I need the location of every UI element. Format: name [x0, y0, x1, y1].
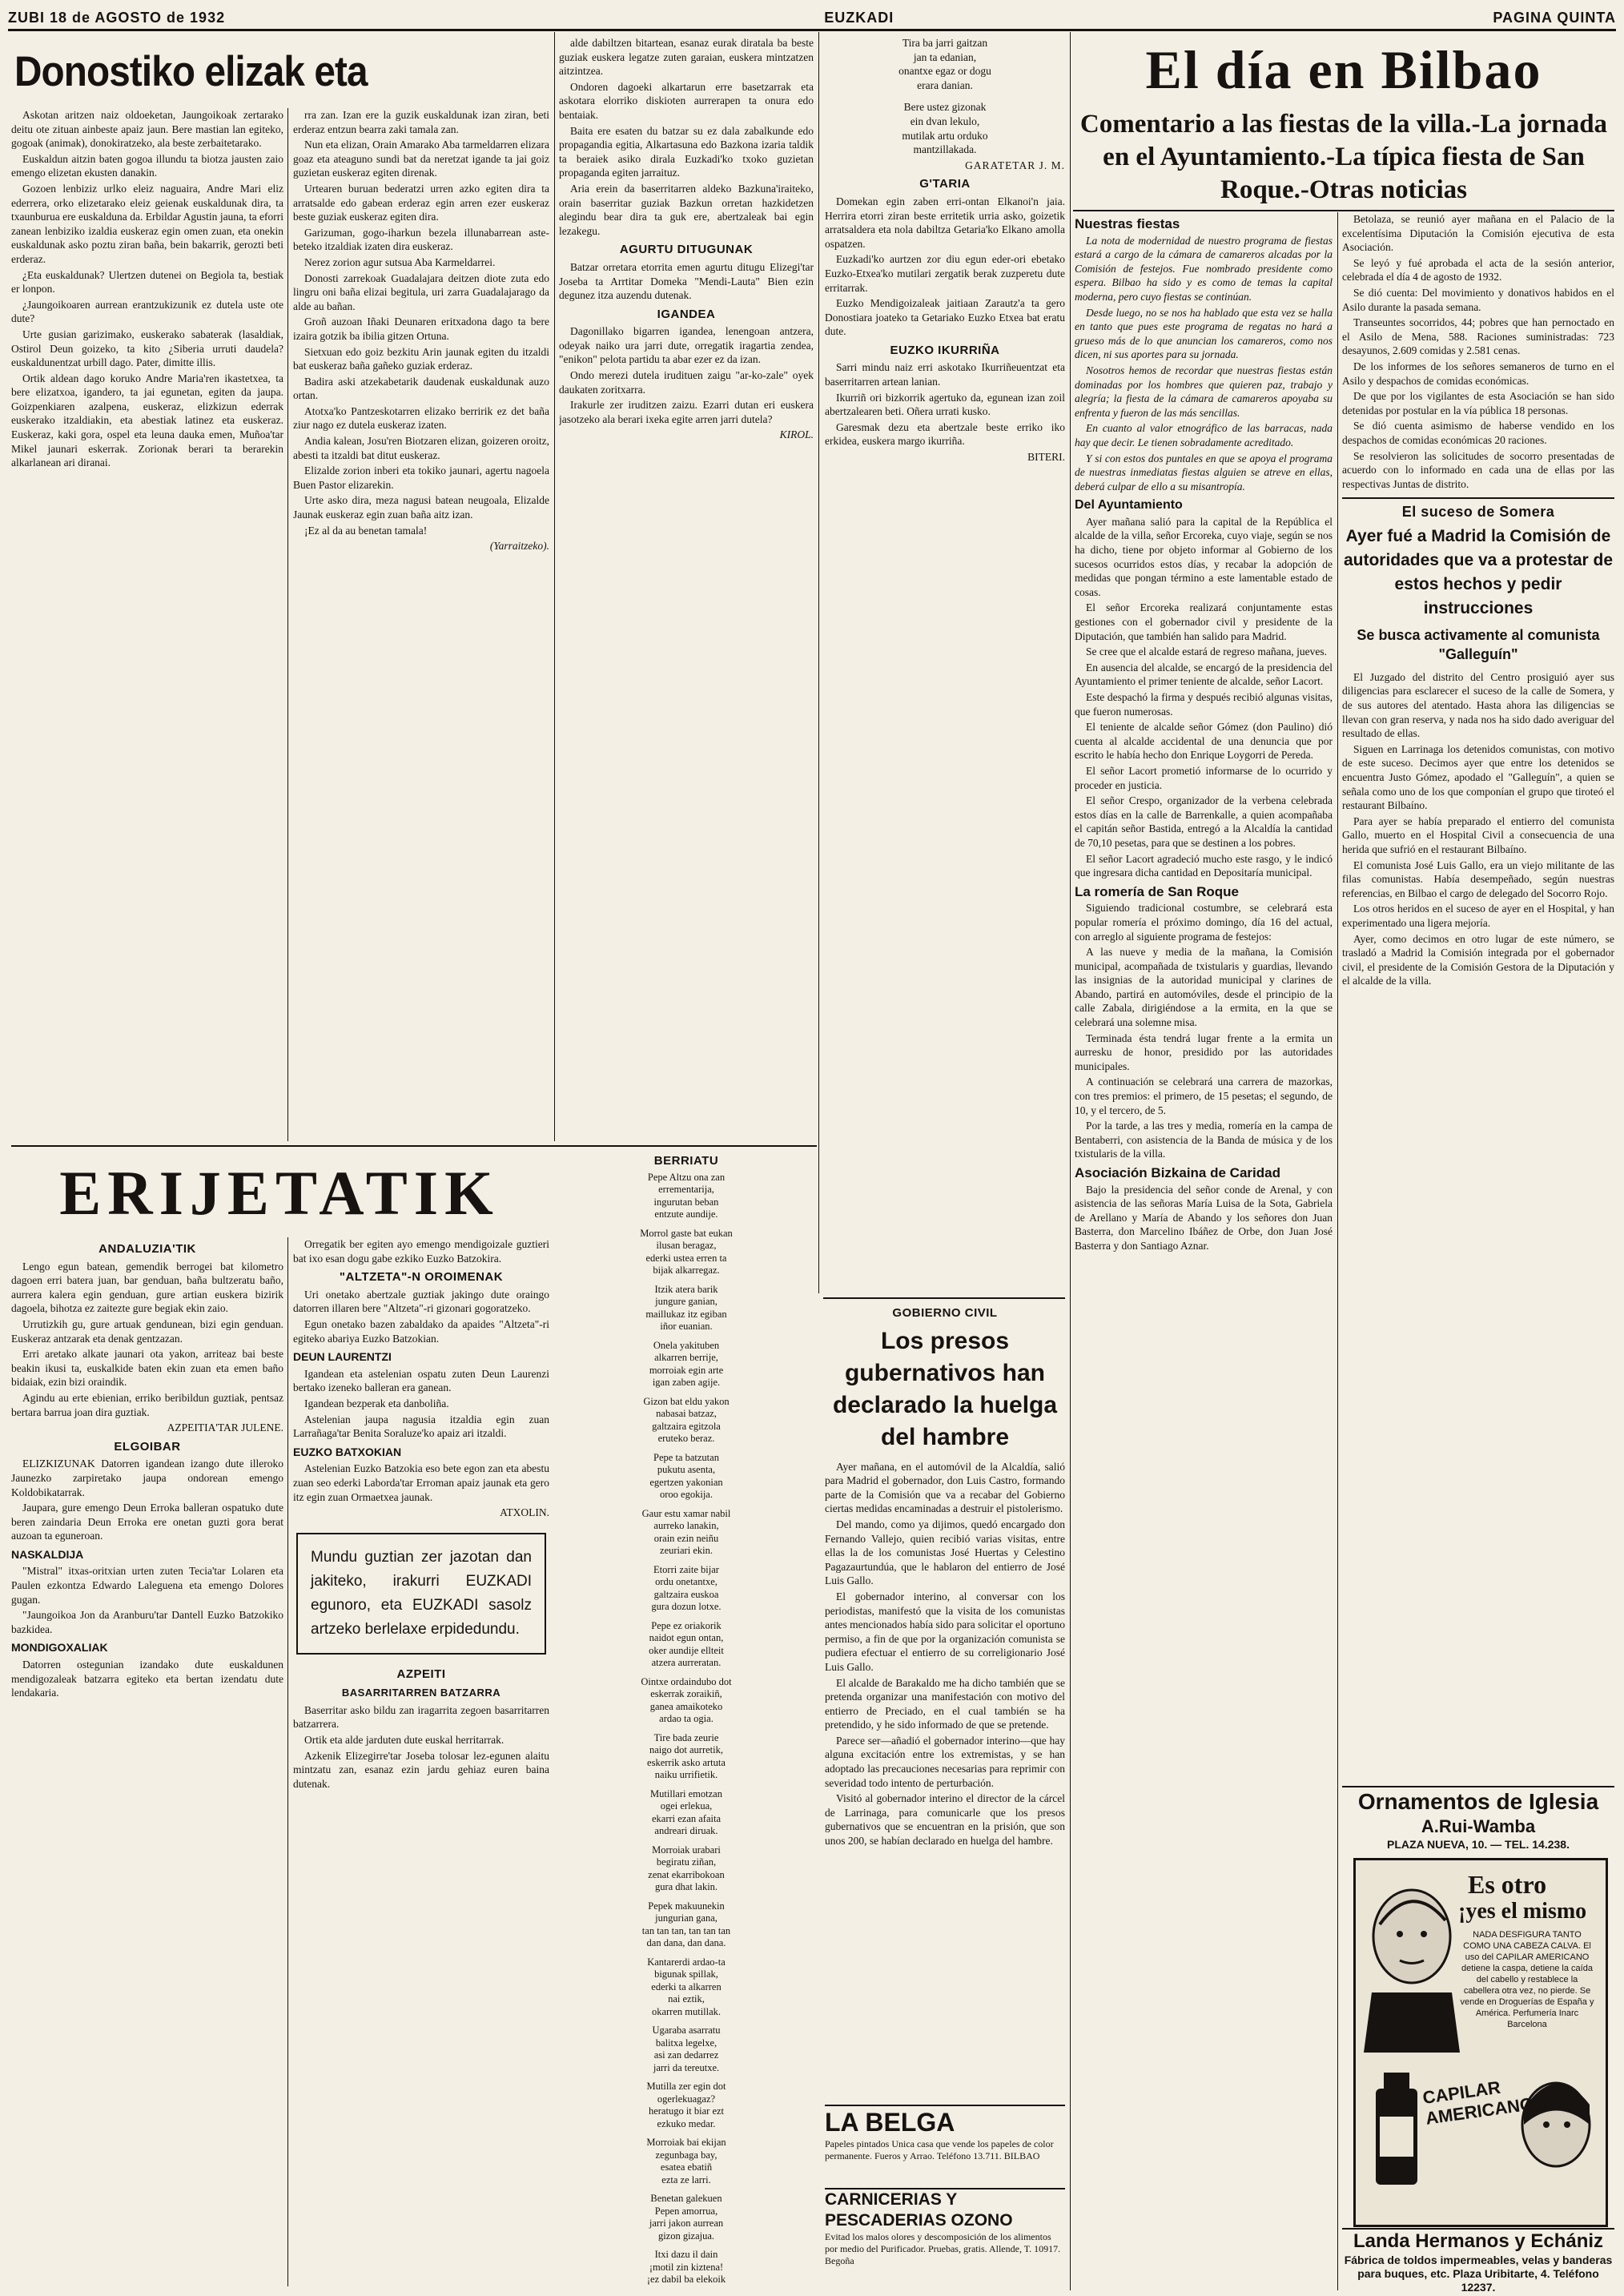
stanza-break — [559, 1894, 814, 1900]
verse-line: entzute aundije. — [654, 1208, 718, 1220]
section-rule — [1073, 210, 1614, 211]
column-5 — [1075, 212, 1333, 2294]
paragraph: Por la tarde, a las tres y media, romería en la campa de Bentaberri, con asistencia de la Banda de música y de los txistularis de la villa. — [1075, 1120, 1333, 1160]
paragraph: Batzar orretara etorrita emen agurtu ditugu Elizegi'tar Joseba ta Arrtitar Domeka "Mendi-Lauta" Bien ezin degunez itza auzendu dutenak. — [559, 260, 814, 302]
headline-galleguin: Se busca activamente al comunista "Galleguín" — [1357, 626, 1600, 662]
verse-line: esatea ebatiñ — [660, 2161, 713, 2173]
verse-line: pukutu asenta, — [657, 1464, 716, 1476]
stanza-break — [559, 1389, 814, 1396]
paragraph: Transeuntes socorridos, 44; pobres que han pernoctado en el Asilo de Mena, 588. Raciones suministradas: 723 desayunos, 2.609 comidas y 2.581 cenas. — [1342, 316, 1614, 357]
paragraph: Ayer mañana, en el automóvil de la Alcaldía, salió para Madrid el gobernador, don Luis Castro, formando parte de la Comisión que va a recabar del Gobierno ciertas medidas encaminadas a destruir el pistolerismo. — [825, 1460, 1065, 1515]
verse-line: mutilak artu orduko — [902, 129, 988, 142]
paragraph: Elizalde zorion inberi eta tokiko jaunari, agertu nagoela Buen Pastor elizarekin. — [293, 464, 549, 491]
paragraph: Y si con estos dos puntales en que se apoya el programa de nuestras inmediatas fiestas alguien se atreve en ellas, deberá culpar de ello a su misantropía. — [1075, 452, 1333, 493]
paragraph: Erri aretako alkate jaunari ota yakon, arriteaz bai beste beakin ikusi ta, euskalkide baten ekin zuan eta emen baño bidaiak, ezin bizi oraindik. — [11, 1348, 283, 1389]
column-rule — [818, 32, 819, 1293]
ad-text: Papeles pintados Unica casa que vende los papeles de color permanente. Fueros y Arrao. Teléfono 13.711. BILBAO — [825, 2138, 1054, 2161]
paragraph: Parece ser—añadió el gobernador interino—que hay alguna excitación entre los extremistas, y se han adoptado las precauciones necesarias para reprimir con severidad todo intento de perturbación. — [825, 1734, 1065, 1789]
paragraph: Euskaldun aitzin baten gogoa illundu ta biotza jausten zaio emengo elizetan ekusten danakin. — [11, 152, 283, 179]
section-heading: EUZKO BATXOKIAN — [293, 1445, 402, 1458]
section-heading: G'TARIA — [919, 177, 971, 191]
ad-text: Fábrica de toldos impermeables, velas y banderas para buques, etc. Plaza Uribitarte, 4. Teléfono 12237. — [1344, 2254, 1613, 2294]
stanza-break — [559, 1333, 814, 1340]
verse-line: bigunak spillak, — [654, 1968, 718, 1980]
verse-line: Bere ustez gizonak — [903, 101, 987, 114]
paragraph: El gobernador interino, al conversar con los periodistas, manifestó que la visita de los comunistas antes mencionados había sido para solicitar el oportuno permiso, a fin de que por la organización comunista se pudiera efectuar el entierro de su correligionario José Luis Gallo. — [825, 1590, 1065, 1673]
paragraph: Ondoren dagoeki alkartarun erre basetzarrak eta askotara elorriko diskioten aurrerapen ta onura edo bentaiak. — [559, 80, 814, 121]
verse-line: galtzaira egitzola — [652, 1420, 721, 1432]
verse-line: Pepe ez oriakorik — [651, 1619, 722, 1631]
column-rule — [554, 32, 555, 1141]
paragraph: En ausencia del alcalde, se encargó de la presidencia del Ayuntamiento el primer teniente de alcalde, señor Lacort. — [1075, 661, 1333, 688]
column-6 — [1342, 212, 1614, 1782]
paragraph: Orregatik ber egiten ayo emengo mendigoizale guztieri bat ixo esan dogu gabe ezkiko Euzko Batzokira. — [293, 1238, 549, 1265]
headline-presos: Los presos gubernativos han declarado la huelga del hambre — [832, 1327, 1058, 1450]
paragraph: Garesmak dezu eta abertzale beste erriko iko erkidea, euskera margo ikurriña. — [825, 420, 1065, 448]
paragraph: En cuanto al valor etnográfico de las barracas, nada hay que decir. Le tienen sobradamente acreditado. — [1075, 422, 1333, 448]
column-rule — [287, 1237, 288, 2286]
verse-line: Itzik atera barik — [654, 1283, 718, 1295]
section-heading: AZPEITI — [396, 1667, 446, 1681]
verse-line: ganea amaikoteko — [649, 1700, 723, 1712]
paragraph: Jaupara, gure emengo Deun Erroka balleran ospatuko dute beren zaindaria Deun Erroka ere onetan guzti gora berat auzoan ta eguneroan. — [11, 1502, 283, 1542]
paragraph: Groñ auzoan Iñaki Deunaren eritxadona dago ta bere izaira gotzik ba ibilia gitzen Ortuna. — [293, 316, 549, 342]
paragraph: Desde luego, no se nos ha hablado que esta vez se halla en tanto que pues este programa de regatas no hará a grueso más de lo que anuncian los camareros, como nos dicen, ni sus aportes para su jornada. — [1075, 306, 1333, 361]
verse-line: igan zaben agije. — [652, 1377, 721, 1389]
verse-line: eruteko beraz. — [657, 1433, 715, 1445]
paragraph: El Juzgado del distrito del Centro prosiguió ayer sus diligencias para esclarecer el suceso de la calle de Somera, y de sus autores del atentado. Hasta ahora las diligencias se llevan con gran reserva, y nada nos ha sido dado averiguar del resultado de ellas. — [1342, 670, 1614, 740]
ad-slogan-2: ¡yes el mismo — [1458, 1899, 1587, 1924]
column-2-top — [293, 108, 549, 1141]
verse-line: onantxe egaz or dogu — [898, 65, 991, 78]
ad-slogan-1: Es otro — [1468, 1870, 1547, 1899]
verse-line: ogei erlekua, — [660, 1800, 713, 1812]
verse-line: naidot egun ontan, — [649, 1632, 724, 1644]
paragraph: A las nueve y media de la mañana, la Comisión municipal, acompañada de txistularis y guardias, llevando las insignias de la autoridad municipal y clarines de Abando, partirá en automóviles, desde el principio de la calle Zabala, dirigiéndose a la ermita, en la que se celebrará una solemne misa. — [1075, 946, 1333, 1029]
stanza-break — [559, 2186, 814, 2193]
paragraph: El teniente de alcalde señor Gómez (don Paulino) dió cuenta al alcalde accidental de una denuncia que por escrito le había hecho don Enrique Loygorri de Pereda. — [1075, 721, 1333, 762]
verse-line: atzera aurreratan. — [651, 1657, 722, 1669]
verse-line: zeuriari ekin. — [660, 1545, 713, 1557]
poem — [825, 36, 1065, 157]
poem-berriatu — [559, 1172, 814, 2286]
verse-line: jungure ganian, — [655, 1296, 718, 1308]
paragraph: Ayer mañana salió para la capital de la República el alcalde de la villa, señor Ercoreka, cuyo viaje, según se nos ha dicho, tiene por objeto informar al Gobierno de los sucesos ocurridos estos días, y recabar la adopción de medidas que pongan término a este lamentable estado de cosas. — [1075, 515, 1333, 598]
column-3-bottom — [559, 1149, 814, 2286]
signature: AZPEITIA'TAR JULENE. — [167, 1421, 283, 1434]
verse-line: Mutilla zer egin dot — [646, 2081, 726, 2093]
stanza-break — [559, 2018, 814, 2025]
section-heading: IGANDEA — [657, 307, 716, 321]
paragraph: Baita ere esaten du batzar su ez dala zabalkunde edo propagandia egitia, Alkartasuna edo Bazkona izaria taldik ta beraiek asiko dirala Euzkadi'ko txoko guzietan propaganda egiten jarraituz. — [559, 124, 814, 179]
paragraph: Egun onetako bazen zabaldako da apaides "Altzeta"-ri egiteko abariya Euzko Batzokian. — [293, 1317, 549, 1345]
section-heading: EUZKO IKURRIÑA — [890, 343, 1000, 357]
paragraph: Andia kalean, Josu'ren Biotzaren elizan, goizeren oroitz, abesti ta itzaldi bat ditut euskeraz. — [293, 435, 549, 461]
paragraph: Visitó al gobernador interino el director de la cárcel de Larrinaga, para comunicarle que los presos gubernativos que se encuentran en la prisión, que son unos 200, se habían declarado en huelga del hambre. — [825, 1792, 1065, 1848]
stanza-break — [559, 1221, 814, 1228]
paragraph: Datorren ostegunian izandako dute euskaldunen mendigozaleak batzarra egiteko eta bertan izendatu dute lendakaria. — [11, 1659, 283, 1699]
paragraph: A continuación se celebrará una carrera de mazorkas, con tres premios: el primero, de 15 pesetas; el segundo, de 10, y el tercero, de 5. — [1075, 1076, 1333, 1116]
ad-ornamentos — [1342, 1786, 1614, 1856]
paragraph: Dagonillako bigarren igandea, lenengoan antzera, odeyak naiko ura jarri dute, orregatik iragartia zendea, "enikon" pelota partidu ta abar ezer ez da izan. — [559, 325, 814, 366]
paragraph: Se dió cuenta: Del movimiento y donativos habidos en el Asilo durante la pasada semana. — [1342, 286, 1614, 313]
verse-line: Pepen amorrua, — [654, 2205, 718, 2217]
verse-line: Pepe ta batzutan — [653, 1451, 719, 1463]
verse-line: errementarija, — [658, 1184, 714, 1196]
verse-line: ezta ze larri. — [661, 2173, 711, 2185]
paragraph: Siguiendo tradicional costumbre, se celebrará esta popular romería el próximo domingo, día 16 del actual, con arreglo al siguiente programa de festejos: — [1075, 902, 1333, 943]
paragraph: Igandean bezperak eta danboliña. — [304, 1397, 449, 1409]
paragraph: Se leyó y fué aprobada el acta de la sesión anterior, celebrada el día 4 de agosto de 1932. — [1342, 256, 1614, 283]
paragraph: Para ayer se había preparado el entierro del comunista Gallo, muerto en el Hospital Civil a consecuencia de una herida que sufrió en el restaurant Bilbaíno. — [1342, 814, 1614, 855]
verse-line: Benetan galekuen — [650, 2193, 722, 2205]
column-rule — [287, 108, 288, 1141]
stanza-break — [559, 1782, 814, 1788]
paragraph: Domekan egin zaben erri-ontan Elkanoi'n jaia. Herrira etorri ziran beste erritetik urria asko, goizetik arratsaldera eta nola dabiltza Getaria'ko Elkano amolla ospatzen. — [825, 195, 1065, 250]
section-heading: NASKALDIJA — [11, 1547, 84, 1561]
verse-line: ardao ta ogia. — [659, 1713, 714, 1725]
ad-title: CARNICERIAS Y PESCADERIAS OZONO — [825, 2190, 1013, 2230]
verse-line: gura dozun lotxe. — [651, 1601, 722, 1613]
column-3-top — [559, 36, 814, 1141]
verse-line: zenat ekarribokoan — [648, 1868, 725, 1880]
section-heading: Nuestras fiestas — [1075, 216, 1180, 231]
paragraph: Nosotros hemos de recordar que nuestras fiestas están dominadas por los hombres que quieren paz, trabajo y alegría; la fiesta de la cámara de camareros apoyaba su enfrenta y fueron de las más sencillas. — [1075, 364, 1333, 419]
verse-line: Gaur estu xamar nabil — [641, 1507, 731, 1519]
column-rule — [1070, 32, 1071, 2290]
paragraph: Baserritar asko bildu zan iragarrita zegoen basarritarren batzarrera. — [293, 1703, 549, 1731]
verse-line: ordu onetantxe, — [655, 1576, 718, 1588]
paragraph: ¿Eta euskaldunak? Ulertzen dutenei on Begiola ta, bestiak er lonpon. — [11, 268, 283, 296]
verse-line: jarri jakon aurrean — [649, 2218, 724, 2230]
paragraph: Ikurriñ ori bizkorrik agertuko da, egunean izan zoil abertzalearen beti. Oñera urrati kusko. — [825, 391, 1065, 418]
section-heading: ANDALUZIA'TIK — [98, 1242, 196, 1256]
paper-name: EUZKADI — [824, 9, 894, 26]
verse-line: morroiak egin arte — [649, 1364, 724, 1376]
section-heading: Asociación Bizkaina de Caridad — [1075, 1165, 1280, 1180]
section-heading: AGURTU DITUGUNAK — [619, 243, 754, 257]
verse-line: ederki ustea erren ta — [645, 1252, 727, 1264]
subscription-box — [296, 1533, 546, 1655]
verse-line: maillukaz itz egiban — [645, 1308, 727, 1320]
verse-line: ¡ez dabil ba elekoik — [646, 2274, 726, 2286]
verse-line: jan ta edanian, — [913, 50, 977, 63]
paragraph: ¡Ez al da au benetan tamala! — [304, 524, 428, 537]
paragraph: Lengo egun batean, gemendik berrogei bat kilometro dagoen erri batera juan, bar genduan, baña bultzeratu baño, aurrera kalera egin genduan, gure artian euskera bizirik dagoela, bihotza ez zaitezte gure begiak ekin zaio. — [11, 1260, 283, 1315]
paragraph: Se dió cuenta asimismo de haberse vendido en los despachos de comidas económicas 20 raciones. — [1342, 420, 1614, 446]
verse-line: Pepek makuunekin — [648, 1900, 725, 1912]
paragraph: Ortik eta alde jarduten dute euskal herritarrak. — [304, 1734, 504, 1747]
paragraph: Nerez zorion agur sutsua Aba Karmeldarrei. — [304, 255, 496, 268]
verse-line: begiratu ziñan, — [656, 1856, 717, 1868]
verse-line: jarri da tereutxe. — [653, 2061, 720, 2073]
paragraph: Nun eta elizan, Orain Amarako Aba tarmeldarren elizara goaz eta ateaguno sundi bat da neretzat igande ta jai goiz guzietan euskeraz egiten direnak. — [293, 139, 549, 179]
ad-title: LA BELGA — [825, 2108, 955, 2137]
verse-line: mantzillakada. — [913, 143, 977, 156]
verse-line: Etorri zaite bijar — [653, 1563, 719, 1575]
verse-line: Gizon bat eldu yakon — [643, 1395, 730, 1407]
verse-line: Ointxe ordaindubo dot — [641, 1675, 732, 1687]
section-heading: La romería de San Roque — [1075, 883, 1239, 899]
paragraph: Urte asko dira, meza nagusi batean neugoala, Elizalde Jaunak euskeraz egin zuan baña aitz izan. — [293, 494, 549, 521]
ad-la-belga — [825, 2105, 1065, 2186]
verse-line: Tira ba jarri gaitzan — [902, 37, 988, 49]
paragraph: Garizuman, gogo-iharkun bezela illunabarrean aste-beteko itzaldiak izaten dira euskeraz. — [293, 226, 549, 253]
paragraph: Uri onetako abertzale guztiak jakingo dute oraingo datorren illaren bere "Altzeta"-ri gizonari gogoratzeko. — [293, 1288, 549, 1315]
subscription-text: Mundu guztian zer jazotan dan jakiteko, irakurri EUZKADI egunoro, eta EUZKADI sasolz artzeko berlelaxe erpidedundu. — [311, 1548, 532, 1638]
paragraph: Terminada ésta tendrá lugar frente a la ermita un aurresku de honor, presidido por las autoridades municipales. — [1075, 1031, 1333, 1072]
verse-line: nabasai batzaz, — [656, 1408, 717, 1420]
verse-line: ¡motil zin kiztena! — [649, 2261, 724, 2273]
stanza-break — [559, 2242, 814, 2249]
paragraph: Este despachó la firma y después recibió algunas visitas, que fueron numerosas. — [1075, 691, 1333, 718]
verse-line: nai eztik, — [668, 1993, 705, 2005]
paragraph: Se resolvieron las solicitudes de socorro presentadas de acuerdo con lo informado en cada una de ellas por las respectivas Juntas de distrito. — [1342, 449, 1614, 490]
paragraph: Azkenik Elizegirre'tar Joseba tolosar lez-egunen alaitu mintzatu zan, esanaz ezin jardu gehiaz euren baina dutenak. — [293, 1749, 549, 1790]
paragraph: Urrutizkih gu, gure artuak gendunean, bizi egin genduan. Euskeraz antzarak eta denak gentzazan. — [11, 1317, 283, 1345]
verse-line: balitxa legelxe, — [655, 2037, 718, 2049]
verse-line: ekarri ezan afaita — [651, 1812, 722, 1824]
verse-line: Pepe Altzu ona zan — [647, 1171, 726, 1183]
paragraph: ¿Jaungoikoaren aurrean erantzukizunik ez dutela uste ote dute? — [11, 298, 283, 325]
stanza-break — [559, 1670, 814, 1676]
verse-line: ezkuko medar. — [657, 2117, 716, 2129]
verse-line: alkarren berrije, — [654, 1352, 718, 1364]
verse-line: gizon gizajua. — [657, 2230, 715, 2242]
paragraph: Ortik aldean dago koruko Andre Maria'ren ikastetxea, ta bere elizatxoa, igandero, ta jai egunetan, egiten da jaupa. Goizpenkiaren azalpena, euskeraz, elizkizun ederrak euskerako itzaldiakin, eta abestiak latinez eta euskeraz. Euskeraz, kaki gora, ospel eta leuna dauka emen, Muñoa'tar Mikel jaunari eskerrak. Zorionak berari ta berarekin alkarlanean ari diranai. — [11, 372, 283, 469]
paragraph: El señor Ercoreka realizará conjuntamente estas gestiones con el gobernador civil y presidente de la Diputación, que también han salido para Madrid. — [1075, 601, 1333, 642]
verse-line: iñor euanian. — [660, 1321, 713, 1333]
stanza-break — [559, 1614, 814, 1620]
paragraph: Siguen en Larrinaga los detenidos comunistas, con motivo de este suceso. Decimos ayer que entre los detenidos se encuentra Justo Gómez, apodado el "Galleguín", a quien se señala como uno de los que componían el grupo que tiroteó el restaurant Bilbaíno. — [1342, 742, 1614, 812]
verse-line: Onela yakituben — [653, 1339, 720, 1351]
column-rule — [1337, 212, 1338, 2290]
paragraph: Aria erein da baserritarren aldeko Bazkuna'iraiteko, orain baserritar guziak Bazkun orretan hazkidetzen alegindu bear dira ta guk ere, abertzaleak bai egin lezakegu. — [559, 182, 814, 237]
stanza-break — [559, 1502, 814, 1508]
verse-line: naiku urrifietik. — [654, 1769, 718, 1781]
signature: KIROL. — [779, 428, 814, 441]
stanza-break — [559, 1558, 814, 1564]
verse-line: Morroiak urabari — [652, 1844, 721, 1856]
paragraph: Badira aski atzekabetarik daudenak euskaldunak auzo ortan. — [293, 375, 549, 402]
paragraph: Del mando, como ya dijimos, quedó encargado don Fernando Vallejo, quien recibió varias visitas, entre ellas la de los comunistas José Huertas y Celestino Pagazaurtundúa, que le hablaron del entierro de José Luis Gallo. — [825, 1518, 1065, 1587]
verse-line: asi zan dedarrez — [653, 2049, 719, 2061]
column-1 — [11, 108, 283, 1141]
paragraph: Gozoen lenbiziz urlko eleiz naguaira, Andre Mari eliz ederrera, orko elizetarako eleiz geienak euskaldunak dira, ta txaunburua ere euskalduna da. Erbildar Agustin jauna, ta eforri zanean lenbiziko izaldia euskeraz egin omen zuan, eta onekin euskaldunak asko poztu ziran baña, bein bakarrik, gerozti beti erderaz. — [11, 182, 283, 265]
ad-ozono — [825, 2188, 1065, 2290]
ad-address: PLAZA NUEVA, 10. — TEL. 14.238. — [1387, 1838, 1570, 1851]
verse-line: oker aundije ellteit — [649, 1644, 724, 1656]
paragraph: Sarri mindu naiz erri askotako Ikurriñeuentzat eta baserritarren artean lanian. — [825, 361, 1065, 388]
verse-line: Morrol gaste bat eukan — [640, 1227, 733, 1239]
ad-brand: CAPILAR AMERICANO — [1421, 2077, 1535, 2129]
paragraph: Astelenian Euzko Batzokia eso bete egon zan eta abestu zuan seo ederki Laborda'tar Erroman apaiz jaunak eta gero itz egin zuan Ormaetxea jaunak. — [293, 1462, 549, 1503]
paragraph: Astelenian jaupa nagusia itzaldia egin zuan Larrañaga'tar Benita Soraluze'ko apaiz ari itzaldi. — [293, 1413, 549, 1440]
section-heading: "ALTZETA"-N OROIMENAK — [339, 1270, 504, 1285]
paragraph: El alcalde de Barakaldo me ha dicho también que se pretenda organizar una manifestación con motivo del entierro de Preciado, en el cual también se ha pretendido, y he sido informado de que se pretende. — [825, 1676, 1065, 1731]
section-heading: MONDIGOXALIAK — [11, 1641, 108, 1655]
ad-title: Landa Hermanos y Echániz — [1353, 2230, 1604, 2252]
verse-line: ein dvan lekulo, — [910, 115, 980, 127]
paragraph: La nota de modernidad de nuestro programa de fiestas estará a cargo de la cámara de camareros alcadas por la Comisión de festejos. Fue nombrado presidente como espera. Bilbao ha sido y es como de temas la capital moderna, pero cuyo fiestas se continúan. — [1075, 234, 1333, 303]
signature: BITERI. — [1027, 451, 1065, 464]
paragraph: Irakurle zer iruditzen zaizu. Ezarri dutan eri euskera jasotzeko ala berari ixeka egite arren jarri dutela? — [559, 399, 814, 425]
stanza-break — [559, 1838, 814, 1844]
section-subheading: BASARRITARREN BATZARRA — [341, 1687, 501, 1699]
paragraph: Igandean eta astelenian ospatu zuten Deun Laurenzi bertako izeneko balleran era ganean. — [293, 1367, 549, 1394]
verse-line: ederki ta alkarren — [651, 1980, 722, 1992]
headline-somera: Ayer fué a Madrid la Comisión de autoridades que va a protestar de estos hechos y pedir instrucciones — [1343, 526, 1614, 617]
verse-line: ingurutan beban — [653, 1196, 719, 1208]
verse-line: Morroiak bai ekijan — [646, 2137, 726, 2149]
verse-line: Kantarerdi ardao-ta — [647, 1956, 726, 1968]
page-number: PAGINA QUINTA — [1493, 9, 1616, 26]
paragraph: Urte gusian garizimako, euskerako sabaterak (lasaldiak, Ostirol Deun goizeko, ta kito ¿Siberia urruti daudela? euskaldunentzat urbill dago. Pater, dimitte illis. — [11, 328, 283, 369]
article-title-donostiko: Donostiko elizak eta — [14, 48, 368, 95]
verse-line: Mutillari emotzan — [650, 1787, 722, 1799]
stanza-break — [559, 2130, 814, 2137]
verse-line: andreari diruak. — [654, 1825, 718, 1837]
section-heading: ELGOIBAR — [114, 1439, 181, 1454]
paragraph: Ayer, como decimos en otro lugar de este número, se trasladó a Madrid la Comisión integrada por el gobernador civil, el presidente de la Comisión Gestora de la Diputación y el alcalde de la villa. — [1342, 932, 1614, 987]
paragraph: El señor Lacort prometió informarse de lo ocurrido y proceder en justicia. — [1075, 764, 1333, 791]
verse-line: jungurian gana, — [655, 1912, 718, 1924]
paragraph: Betolaza, se reunió ayer mañana en el Palacio de la excelentísima Diputación la Comisión ejecutiva de esta Asociación. — [1342, 213, 1614, 254]
paragraph: Askotan aritzen naiz oldoeketan, Jaungoikoak zertarako deitu ote zituan ainbeste apaiz jaun. Bere mastian lan egiteko, gogoak (animak), donokiratzeko, ala beste zerbaitetarako. — [11, 109, 283, 150]
verse-line: oroo egokija. — [660, 1489, 713, 1501]
verse-line: Tire bada zeurie — [653, 1731, 719, 1743]
paragraph: El señor Crespo, organizador de la verbena celebrada estos días en la calle de Barrenkalle, a quien acompañaba el capitán señor Bastida, entregó a la Alcaldía la cantidad de 70,10 pesetas, para que se destinen a los pobres. — [1075, 794, 1333, 849]
paragraph: Urtearen buruan bederatzi urren azko egiten dira ta arratsalde edo gabean erderaz egin arren ezer euskeraz beste guziak euskeraz egiten dira. — [293, 182, 549, 223]
stanza-break — [559, 2074, 814, 2081]
section-heading: El suceso de Somera — [1401, 504, 1555, 521]
verse-line: Ugaraba asarratu — [652, 2025, 721, 2037]
verse-line: eskerrik asko artuta — [647, 1756, 726, 1768]
paragraph: El señor Lacort agradeció mucho este rasgo, y le indicó que ingresara dicha cantidad en Depositaría municipal. — [1075, 852, 1333, 879]
paragraph: Sietxuan edo goiz bezkitu Arin jaunak egiten du itzaldi bat euskeraz baña gañeko guziak erderaz. — [293, 345, 549, 372]
verse-line: bijak alkarregaz. — [653, 1265, 720, 1277]
paragraph: "Mistral" itxas-oritxian urten zuten Tecia'tar Lolaren eta Paulen ezkontza Edwardo Laleguena eta emengo Dolores gugan. — [11, 1565, 283, 1606]
column-1-bottom — [11, 1237, 283, 2286]
ad-landa-hermanos — [1342, 2228, 1614, 2294]
masthead — [8, 6, 1616, 31]
verse-line: orain ezin neiñu — [653, 1532, 719, 1544]
ad-name: A.Rui-Wamba — [1421, 1816, 1536, 1836]
stanza-break — [559, 1446, 814, 1452]
paragraph: Agindu au erte ebienian, erriko beribildun guztiak, pentsaz bertara barrua joan dira guztiak. — [11, 1391, 283, 1418]
verse-line: ogerlekuagaz? — [657, 2093, 716, 2105]
issue-date: ZUBI 18 de AGOSTO de 1932 — [8, 9, 226, 26]
paragraph: Atotxa'ko Pantzeskotarren elizako berririk ez det baña ziur nago ez dutela euskeraz izaten. — [293, 404, 549, 432]
section-rule — [11, 1145, 817, 1147]
paragraph: Los otros heridos en el suceso de ayer en el Hospital, y han experimentado una ligera mejoría. — [1342, 903, 1614, 929]
section-rule — [823, 1297, 1065, 1299]
verse-line: galtzaira euskoa — [653, 1588, 719, 1600]
paragraph: Donosti zarrekoak Guadalajara deitzen diote zuta edo lingru oni baña elizai begitula, uri zarra Guadalajarago da alde au bañan. — [293, 271, 549, 312]
section-heading: BERRIATU — [653, 1154, 719, 1168]
verse-line: heratugo it biar ezt — [648, 2105, 725, 2117]
paragraph: Bajo la presidencia del señor conde de Arenal, y con asistencia de las señoras María Luisa de la Sota, Gabriela de Arellano y María de Abando y los señores don Juan Basterra, don Marcelino Ibáñez de Orbe, don Juan José Basterra y don Santiago Aznar. — [1075, 1183, 1333, 1252]
verse-line: dan dana, dan dana. — [646, 1937, 726, 1949]
signature: ATXOLIN. — [500, 1506, 549, 1519]
bilbao-subtitle: Comentario a las fiestas de la villa.-La jornada en el Ayuntamiento.-La típica fiesta de San Roque.-Otras noticias — [1079, 110, 1608, 204]
paragraph: Se cree que el alcalde estará de regreso mañana, jueves. — [1086, 645, 1327, 658]
ad-title: Ornamentos de Iglesia — [1357, 1789, 1599, 1814]
verse-line: tan tan tan, tan tan tan — [641, 1924, 731, 1936]
verse-line: zegunbaga bay, — [655, 2149, 718, 2161]
verse-line: okarren mutillak. — [651, 2005, 722, 2017]
column-4-top — [825, 36, 1065, 1293]
stanza-break — [559, 1950, 814, 1956]
verse-line: Itxi dazu il dain — [654, 2249, 718, 2261]
paragraph: alde dabiltzen bitartean, esanaz eurak diratala ba beste guziak euskera legatze zuten garaian, euskera mintzatzen aitzintzea. — [559, 37, 814, 78]
verse-line: gura dhat lakin. — [654, 1881, 718, 1893]
paragraph: Euzkadi'ko aurtzen zor diu egun eder-ori ebetako Euzko-Etxea'ko mutilari zergatik berak zuzperetu dute erritarrak. — [825, 253, 1065, 294]
section-heading: DEUN LAURENTZI — [293, 1350, 392, 1364]
signature: (Yarraitzeko). — [489, 540, 549, 553]
paragraph: De que por los vigilantes de esta Asociación se han sido detenidas por postular en la vía pública 18 personas. — [1342, 390, 1614, 416]
ad-text: Evitad los malos olores y descomposición de los alimentos por medio del Purificador. Pruebas, gratis. Allende, T. 10917. Begoña — [825, 2231, 1061, 2266]
bilbao-title: El día en Bilbao — [1145, 39, 1542, 100]
paragraph: Ondo merezi dutela irudituen zaigu "ar-ko-zale" oyek daukaten zoritxarra. — [559, 369, 814, 396]
verse-line: naigo dot aurretik, — [649, 1744, 723, 1756]
paragraph: Euzko Mendigoizaleak jaitiaan Zarautz'a ta gero Donostiara joateko ta Getariako Euzko Etxea bat eratu dute. — [825, 297, 1065, 338]
verse-line: erara danian. — [917, 78, 973, 91]
paragraph: El comunista José Luis Gallo, era un viejo militante de las filas comunistas. Había desempeñado, según nuestras referencias, en Bilbao el cargo de delegado del Socorro Rojo. — [1342, 858, 1614, 899]
section-label: GOBIERNO CIVIL — [892, 1306, 998, 1320]
verse-line: aurreko lanakin, — [653, 1520, 719, 1532]
column-2-bottom — [293, 1237, 549, 2286]
paragraph: rra zan. Izan ere la guzik euskaldunak izan ziran, beti erderaz entzun bearra zaki tamala zan. — [293, 109, 549, 135]
verse-line: egertzen yakonian — [649, 1476, 723, 1488]
paragraph: ELIZKIZUNAK Datorren igandean izango dute illeroko Jaunezko zarpiretako jaupa ondorean emengo Koldobikatarrak. — [11, 1458, 283, 1498]
paragraph: De los informes de los señores semaneros de turno en el Asilo y despachos de comidas económicas. — [1342, 360, 1614, 387]
ad-capilar-americano — [1353, 1858, 1608, 2227]
paragraph: "Jaungoikoa Jon da Aranburu'tar Dantell Euzko Batzokiko bazkidea. — [11, 1609, 283, 1635]
verse-line: ilusan beragaz, — [656, 1240, 717, 1252]
ad-text: NADA DESFIGURA TANTO COMO UNA CABEZA CALVA. El uso del CAPILAR AMERICANO detiene la caspa, detiene la caída del cabello y restablece la cabellera otra vez, no pierde. Se vende en Droguerías de España y América. Perfumería Inarc Barcelona — [1460, 1930, 1594, 2029]
section-heading: Del Ayuntamiento — [1075, 498, 1183, 513]
erijetatik-title: ERIJETATIK — [59, 1158, 500, 1228]
verse-line: eskerrak zoraikiñ, — [650, 1688, 722, 1700]
stanza-break — [559, 1726, 814, 1732]
stanza-break — [559, 1277, 814, 1284]
signature: GARATETAR J. M. — [965, 159, 1065, 171]
